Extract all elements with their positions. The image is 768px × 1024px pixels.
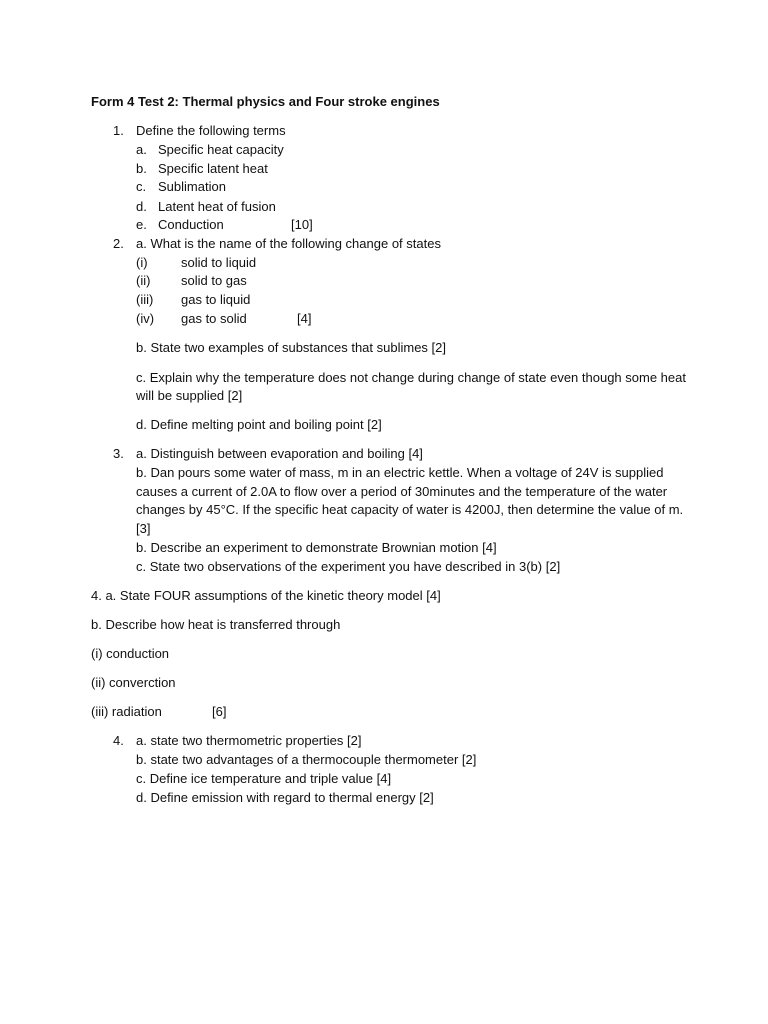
q5-b: b. state two advantages of a thermocouple thermometer [2] bbox=[136, 752, 477, 767]
q2-a-text: a. What is the name of the following change of states bbox=[136, 236, 441, 251]
q1-item-label: c. bbox=[136, 179, 147, 194]
q1-item-label: a. bbox=[136, 142, 147, 157]
q1-item-label: e. bbox=[136, 217, 147, 232]
q3-b-line: changes by 45°C. If the specific heat capacity of water is 4200J, then determine the value of m. bbox=[136, 502, 684, 517]
q2-item-text: solid to gas bbox=[181, 273, 247, 288]
q4-a: 4. a. State FOUR assumptions of the kinetic theory model [4] bbox=[91, 588, 441, 603]
q4-i: (i) conduction bbox=[91, 646, 170, 661]
q2-item-text: gas to solid bbox=[181, 311, 247, 326]
q2-item-label: (i) bbox=[136, 255, 148, 270]
q2-a-marks: [4] bbox=[297, 311, 312, 326]
q2-d: d. Define melting point and boiling point [2] bbox=[136, 417, 382, 432]
q4-iii-marks: [6] bbox=[212, 704, 227, 719]
q1-item-text: Specific latent heat bbox=[158, 161, 268, 176]
q1-item-label: b. bbox=[136, 161, 147, 176]
q3-number: 3. bbox=[113, 446, 124, 461]
q1-item-label: d. bbox=[136, 199, 147, 214]
q3-a: a. Distinguish between evaporation and boiling [4] bbox=[136, 446, 423, 461]
q2-c-line: c. Explain why the temperature does not change during change of state even though some heat bbox=[136, 370, 686, 385]
q1-number: 1. bbox=[113, 123, 124, 138]
q3-c: c. State two observations of the experiment you have described in 3(b) [2] bbox=[136, 559, 561, 574]
q4-b: b. Describe how heat is transferred through bbox=[91, 617, 341, 632]
q2-item-label: (iii) bbox=[136, 292, 154, 307]
q1-text: Define the following terms bbox=[136, 123, 286, 138]
q2-item-label: (iv) bbox=[136, 311, 155, 326]
q3-b-line: [3] bbox=[136, 521, 151, 536]
q3-b-line: causes a current of 2.0A to flow over a period of 30minutes and the temperature of the water bbox=[136, 484, 668, 499]
q5-c: c. Define ice temperature and triple value [4] bbox=[136, 771, 392, 786]
q1-marks: [10] bbox=[291, 217, 313, 232]
q4-iii: (iii) radiation bbox=[91, 704, 162, 719]
q1-item-text: Conduction bbox=[158, 217, 224, 232]
q1-item-text: Latent heat of fusion bbox=[158, 199, 276, 214]
q5-number: 4. bbox=[113, 733, 124, 748]
q2-item-text: gas to liquid bbox=[181, 292, 251, 307]
q1-item-text: Specific heat capacity bbox=[158, 142, 284, 157]
q1-item-text: Sublimation bbox=[158, 179, 226, 194]
q2-item-text: solid to liquid bbox=[181, 255, 257, 270]
q2-b: b. State two examples of substances that sublimes [2] bbox=[136, 340, 446, 355]
q2-item-label: (ii) bbox=[136, 273, 151, 288]
q3-b-line: b. Dan pours some water of mass, m in an electric kettle. When a voltage of 24V is supplied bbox=[136, 465, 664, 480]
page-title: Form 4 Test 2: Thermal physics and Four stroke engines bbox=[91, 94, 440, 109]
q5-d: d. Define emission with regard to thermal energy [2] bbox=[136, 790, 434, 805]
q4-ii: (ii) converction bbox=[91, 675, 176, 690]
q2-c-line: will be supplied [2] bbox=[136, 388, 243, 403]
q2-number: 2. bbox=[113, 236, 124, 251]
q3-b2: b. Describe an experiment to demonstrate Brownian motion [4] bbox=[136, 540, 497, 555]
q5-a: a. state two thermometric properties [2] bbox=[136, 733, 362, 748]
